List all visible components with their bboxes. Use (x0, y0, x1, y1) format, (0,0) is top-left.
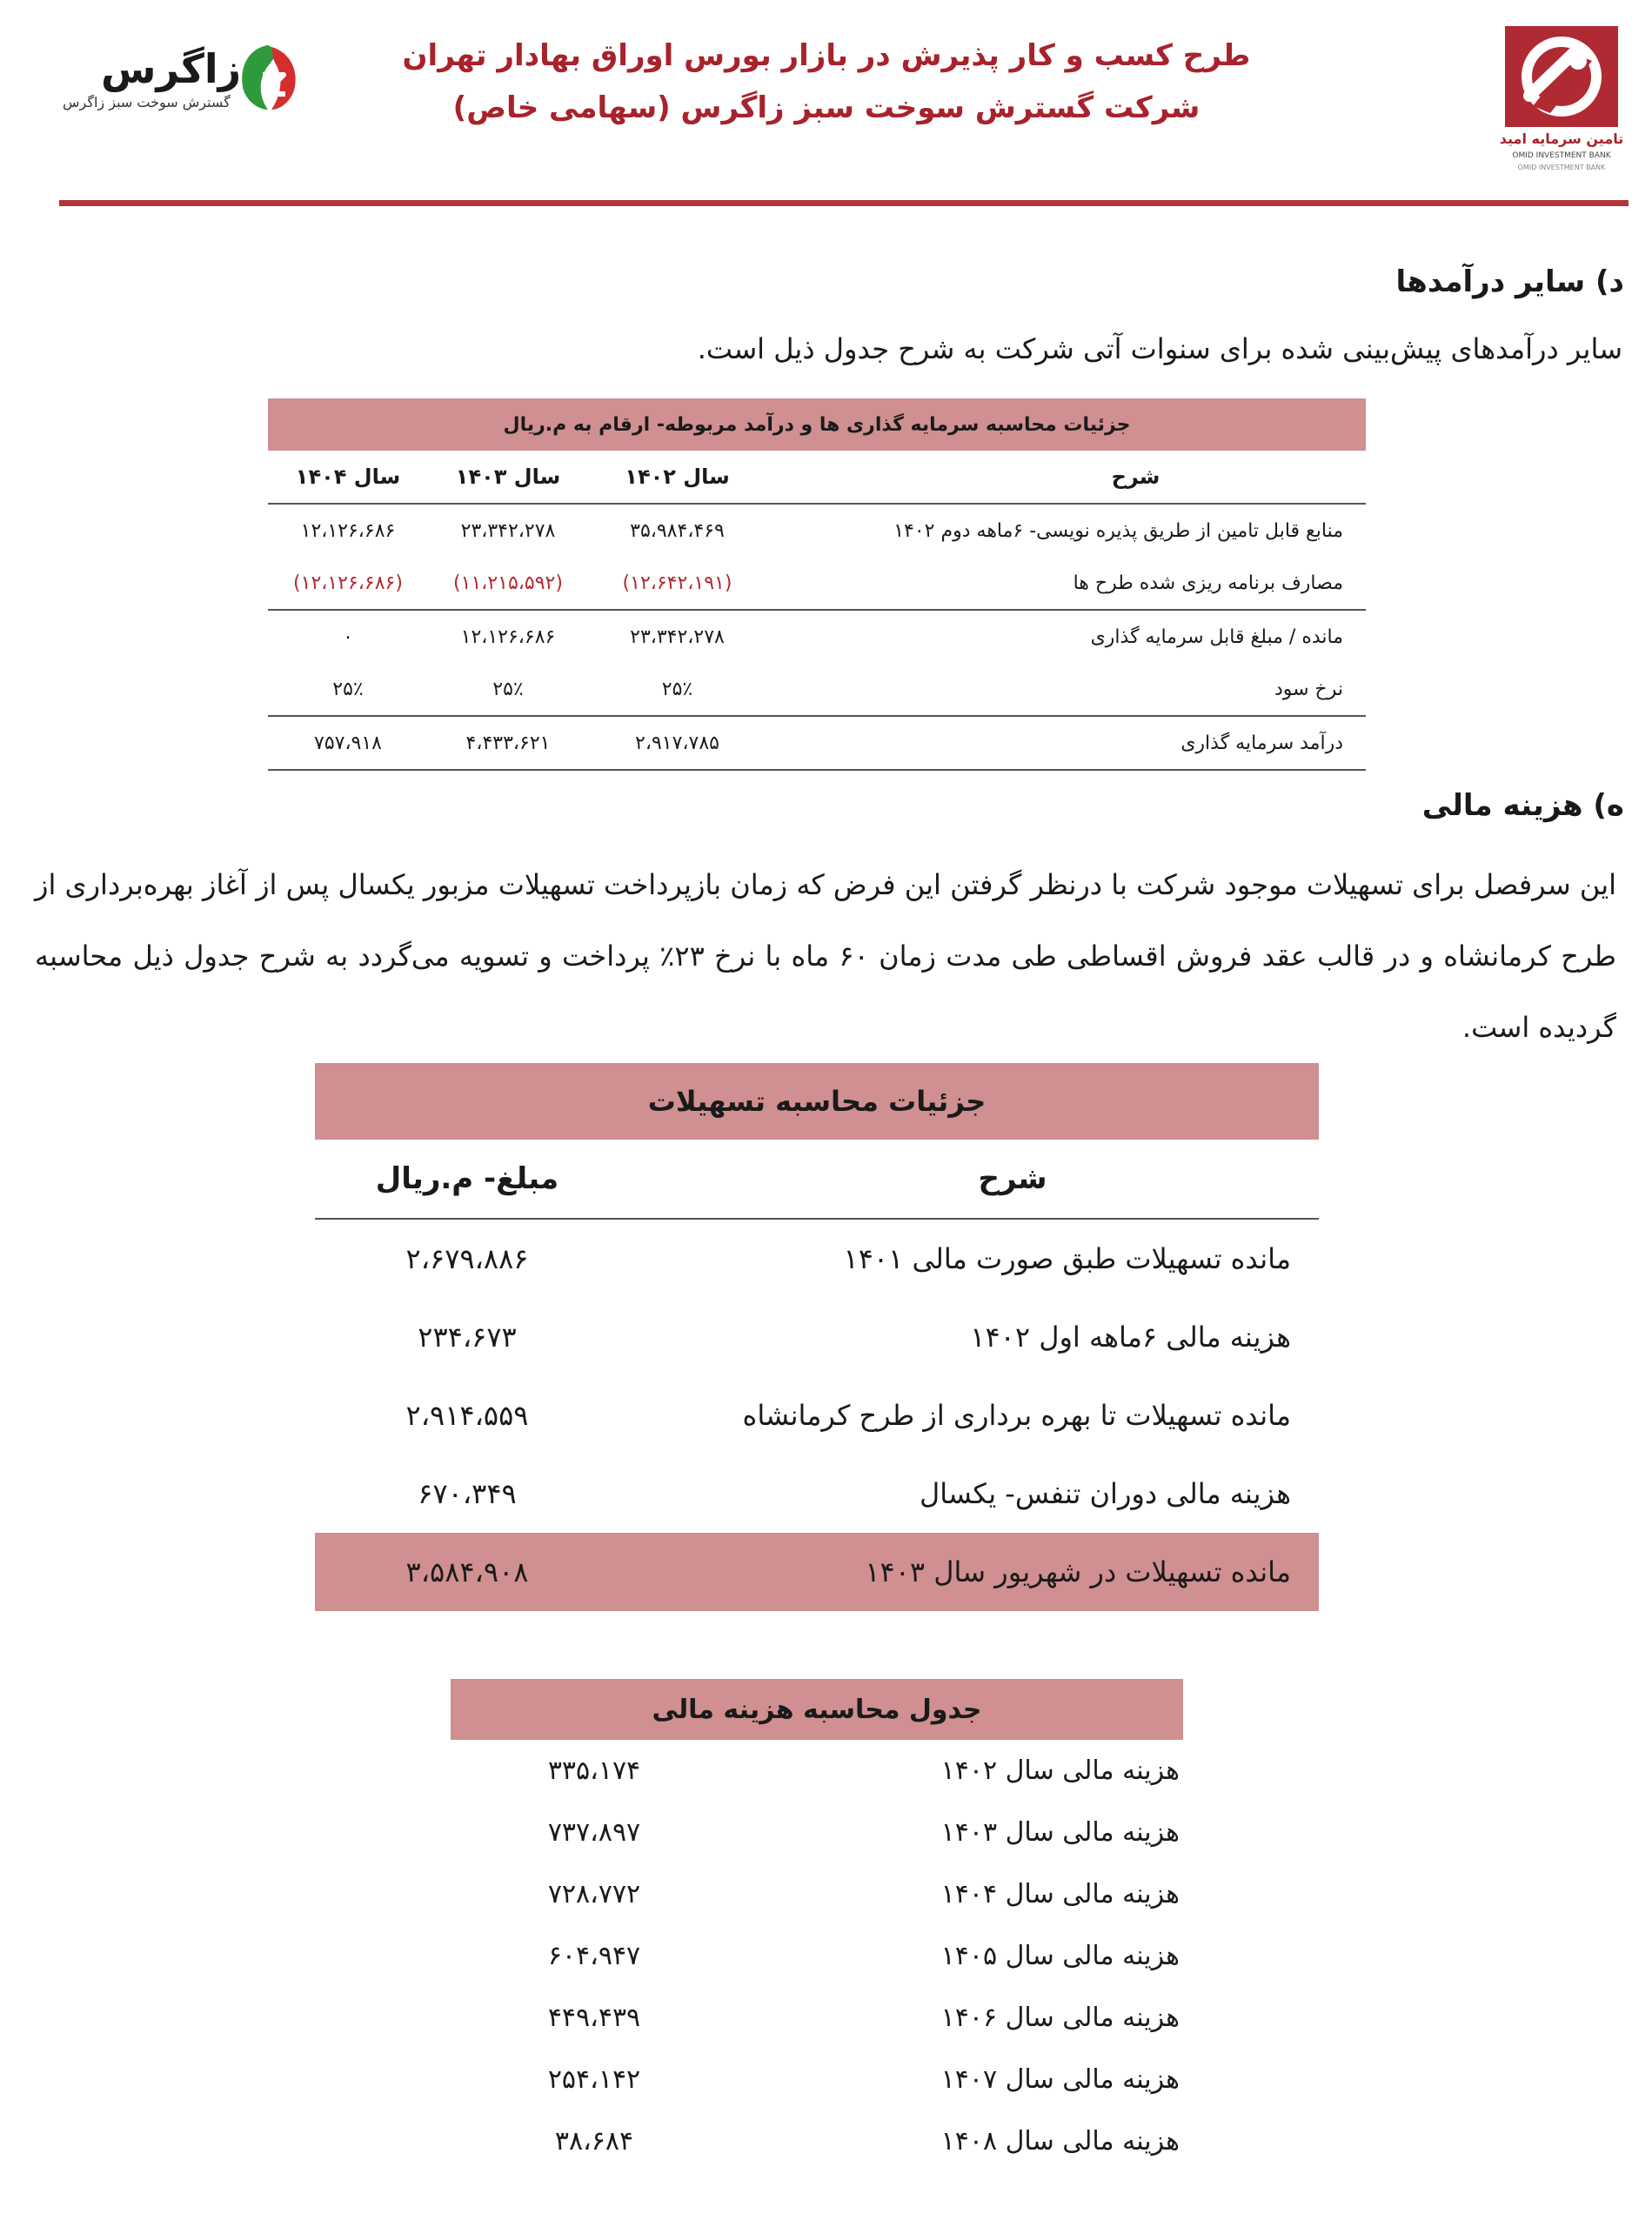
table-row (268, 611, 1366, 663)
table2-cell-label: هزینه مالی دوران تنفس- یکسال (919, 1477, 1291, 1510)
header-title-line-1: طرح کسب و کار پذیرش در بازار بورس اوراق بهادار تهران (402, 38, 1251, 73)
table3-cell-amount: ۲۵۴،۱۴۲ (547, 2064, 641, 2095)
table3-cell-amount: ۳۸،۶۸۴ (554, 2126, 634, 2157)
table1-cell-1403: ۲۵٪ (492, 678, 524, 700)
table1-cell-1404: ۱۲،۱۲۶،۶۸۶ (300, 519, 396, 542)
table1-cell-1402: ۲۳،۳۴۲،۲۷۸ (630, 625, 725, 648)
finance-cost-table (451, 1679, 1183, 2172)
table2-title: جزئیات محاسبه تسهیلات (315, 1063, 1319, 1140)
table-row (315, 1298, 1319, 1376)
table-row (451, 1987, 1183, 2049)
table3-cell-label: هزینه مالی سال ۱۴۰۷ (940, 2064, 1180, 2095)
table3-cell-label: هزینه مالی سال ۱۴۰۶ (940, 2003, 1180, 2033)
table3-title: جدول محاسبه هزینه مالی (451, 1679, 1183, 1740)
table2-header-row (315, 1140, 1319, 1220)
table2-cell-label: مانده تسهیلات تا بهره برداری از طرح کرمانشاه (742, 1399, 1291, 1432)
omid-emblem-icon (1495, 26, 1629, 130)
table3-cell-amount: ۴۴۹،۴۳۹ (547, 2003, 641, 2033)
table1-cell-label: مانده / مبلغ قابل سرمایه گذاری (1090, 625, 1343, 648)
table3-cell-label: هزینه مالی سال ۱۴۰۲ (940, 1756, 1180, 1786)
omid-investment-bank-logo (1495, 26, 1629, 183)
table-row (268, 717, 1366, 771)
header-divider (59, 200, 1629, 206)
table1-cell-1402: ۲۵٪ (661, 678, 693, 700)
table3-cell-label: هزینه مالی سال ۱۴۰۳ (940, 1817, 1180, 1848)
table2-col-desc: شرح (978, 1161, 1047, 1196)
table-row (451, 2110, 1183, 2172)
table1-cell-label: نرخ سود (1274, 678, 1343, 700)
table-row (451, 1740, 1183, 1802)
table3-cell-label: هزینه مالی سال ۱۴۰۵ (940, 1941, 1180, 1971)
table2-cell-amount: ۳،۵۸۴،۹۰۸ (405, 1555, 529, 1588)
omid-logo-name: تامین سرمایه امید (1499, 130, 1624, 147)
table1-cell-1403: ۱۲،۱۲۶،۶۸۶ (460, 625, 556, 648)
investment-income-table (268, 398, 1366, 771)
table1-col-1404: سال ۱۴۰۴ (295, 465, 401, 489)
table3-cell-amount: ۷۳۷،۸۹۷ (547, 1817, 641, 1848)
table1-cell-1402: ۳۵،۹۸۴،۴۶۹ (630, 519, 725, 542)
table2-cell-amount: ۲۳۴،۶۷۳ (418, 1321, 517, 1354)
document-header-title (331, 30, 1322, 134)
table-row (315, 1455, 1319, 1533)
table1-title: جزئیات محاسبه سرمایه گذاری ها و درآمد مربوطه- ارقام به م.ریال (268, 398, 1366, 451)
table1-col-1402: سال ۱۴۰۲ (625, 465, 730, 489)
header-title-line-2: شرکت گسترش سوخت سبز زاگرس (سهامی خاص) (452, 90, 1201, 125)
table-row (268, 663, 1366, 717)
table2-cell-amount: ۲،۹۱۴،۵۵۹ (405, 1399, 529, 1432)
table2-cell-amount: ۶۷۰،۳۴۹ (418, 1477, 517, 1510)
table-row (315, 1220, 1319, 1298)
table1-cell-1403: ۲۳،۳۴۲،۲۷۸ (460, 519, 556, 542)
table1-cell-1404: (۱۲،۱۲۶،۶۸۶) (293, 572, 403, 594)
table1-cell-1403: (۱۱،۲۱۵،۵۹۲) (453, 572, 563, 594)
table1-cell-label: منابع قابل تامین از طریق پذیره نویسی- ۶ماهه دوم ۱۴۰۲ (893, 519, 1343, 542)
facilities-table (315, 1063, 1319, 1611)
table1-cell-1403: ۴،۴۳۳،۶۲۱ (465, 732, 551, 754)
section-d-paragraph: سایر درآمدهای پیش‌بینی شده برای سنوات آتی شرکت به شرح جدول ذیل است. (697, 332, 1622, 365)
table2-col-amount: مبلغ- م.ریال (375, 1161, 559, 1196)
table1-cell-label: مصارف برنامه ریزی شده طرح ها (1073, 572, 1343, 594)
table-row (268, 557, 1366, 611)
table1-header-row (268, 451, 1366, 505)
table1-cell-label: درآمد سرمایه گذاری (1180, 732, 1343, 754)
omid-logo-english: OMID INVESTMENT BANK (1512, 151, 1611, 160)
table3-cell-amount: ۷۲۸،۷۷۲ (547, 1879, 641, 1909)
section-e-heading: ه) هزینه مالی (1421, 788, 1624, 823)
table1-cell-1402: ۲،۹۱۷،۷۸۵ (635, 732, 719, 754)
table3-cell-amount: ۳۳۵،۱۷۴ (547, 1756, 641, 1786)
table2-cell-label: مانده تسهیلات در شهریور سال ۱۴۰۳ (865, 1555, 1291, 1588)
table-row (315, 1376, 1319, 1455)
section-d-heading: د) سایر درآمدها (1395, 264, 1624, 299)
table3-cell-label: هزینه مالی سال ۱۴۰۸ (940, 2126, 1180, 2157)
zagros-logo (59, 37, 320, 124)
table1-cell-1402: (۱۲،۶۴۲،۱۹۱) (622, 572, 732, 594)
table-row (451, 1925, 1183, 1987)
table-row (268, 505, 1366, 557)
table2-cell-label: مانده تسهیلات طبق صورت مالی ۱۴۰۱ (843, 1242, 1291, 1275)
table3-cell-label: هزینه مالی سال ۱۴۰۴ (940, 1879, 1180, 1909)
table1-col-1403: سال ۱۴۰۳ (455, 465, 561, 489)
zagros-leaf-icon (233, 40, 303, 113)
table2-cell-label: هزینه مالی ۶ماهه اول ۱۴۰۲ (970, 1321, 1291, 1354)
table-row (451, 1802, 1183, 1863)
table3-cell-amount: ۶۰۴،۹۴۷ (547, 1941, 641, 1971)
section-e-paragraph: این سرفصل برای تسهیلات موجود شرکت با درنظر گرفتن این فرض که زمان بازپرداخت تسهیلات مزبور یکسال پس از آغاز بهره‌برداری از طرح کرمانشاه و در قالب عقد فروش اقساطی طی مدت زمان ۶۰ ماه با نرخ ۲۳٪ پرداخت و تسویه می‌گردد به شرح جدول ذیل محاسبه گردیده است. (35, 868, 1617, 1044)
table-row (451, 2049, 1183, 2110)
table-row (451, 1863, 1183, 1925)
table1-cell-1404: ۰ (343, 625, 353, 648)
table1-col-desc: شرح (1111, 465, 1160, 489)
table-row-total (315, 1533, 1319, 1611)
omid-logo-subline: OMID INVESTMENT BANK (1517, 164, 1606, 171)
zagros-logo-tagline: گسترش سوخت سبز زاگرس (63, 94, 231, 110)
table1-cell-1404: ۲۵٪ (332, 678, 364, 700)
table1-cell-1404: ۷۵۷،۹۱۸ (314, 732, 382, 754)
zagros-logo-wordmark: زاگرس (101, 45, 242, 92)
table2-cell-amount: ۲،۶۷۹،۸۸۶ (405, 1242, 529, 1275)
